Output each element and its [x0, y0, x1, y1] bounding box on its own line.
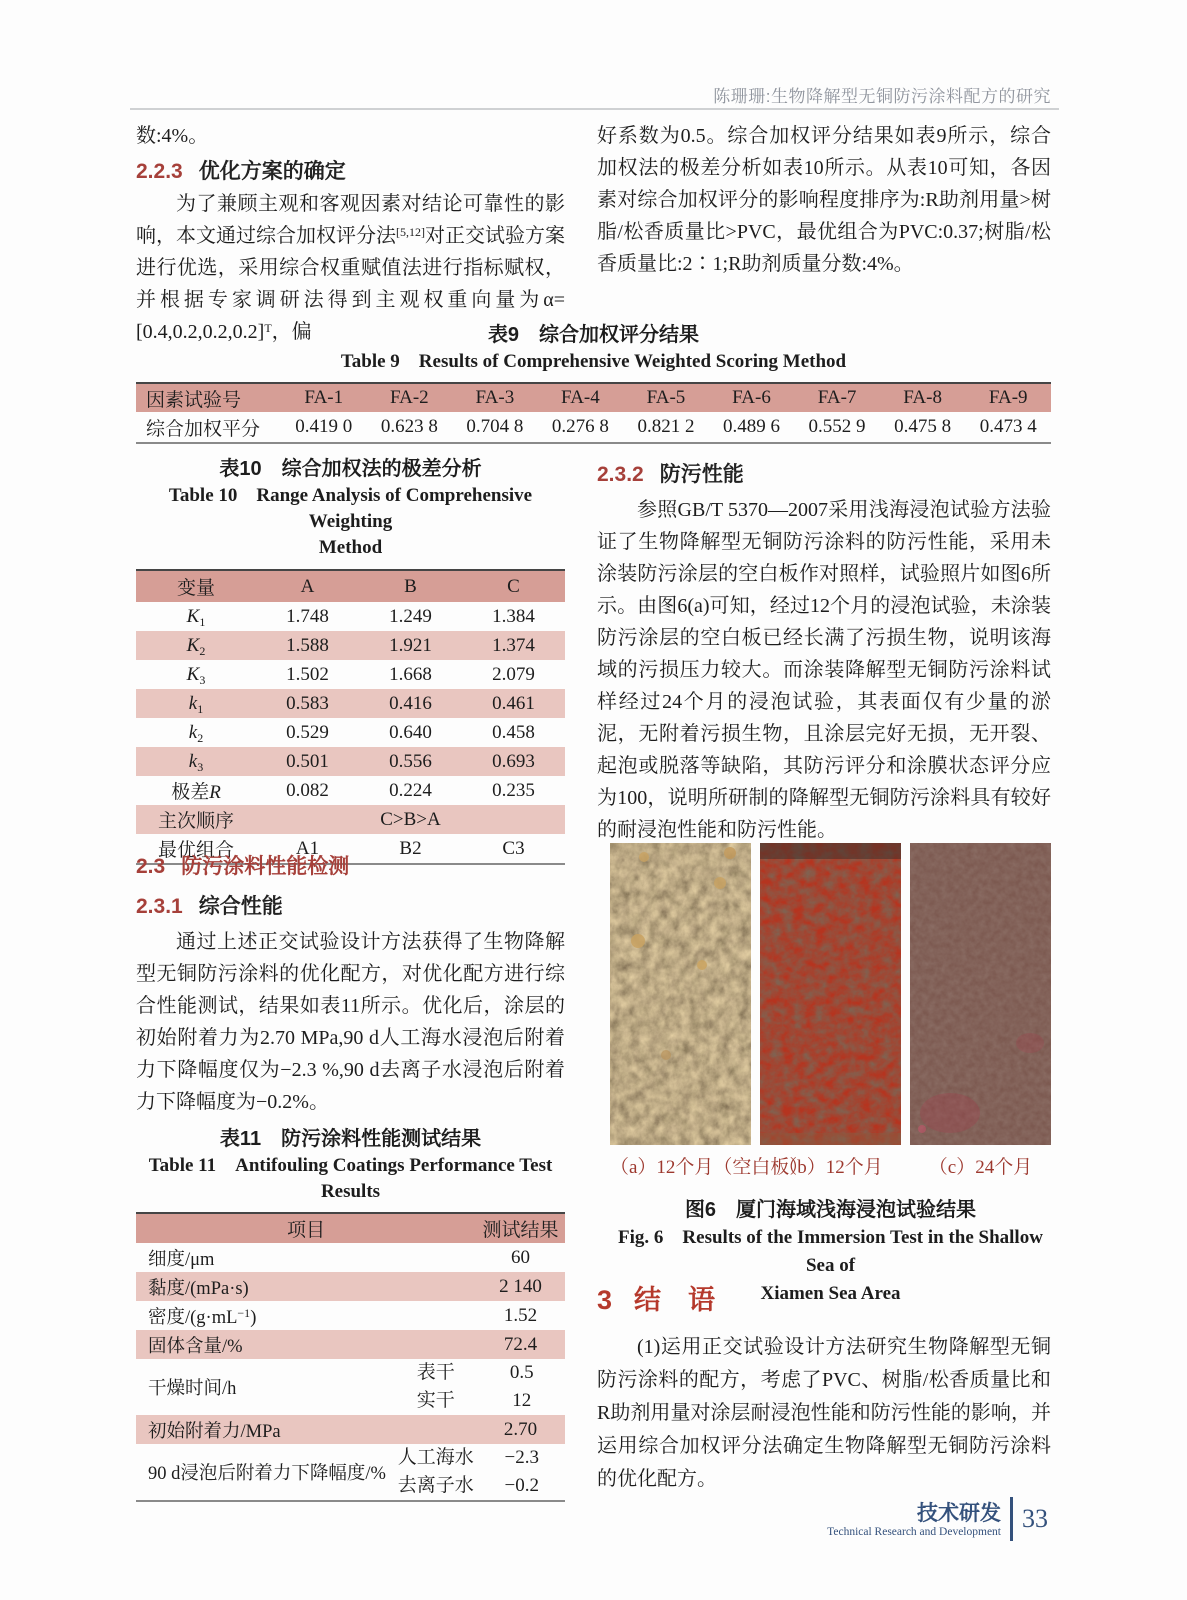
table10-value-cell: 1.921 — [389, 634, 432, 656]
table10-value-cell: 1.502 — [286, 663, 329, 685]
table9-header-cell: FA-3 — [475, 387, 515, 408]
table10-row — [136, 631, 565, 660]
text-segment: 为了兼顾主观和客观因素对结论可靠性的影响，本文通过综合加权评分法 — [136, 193, 565, 247]
table11-row-label — [136, 1374, 393, 1400]
conclusion-heading — [597, 1278, 1051, 1317]
text-segment: ) — [250, 1307, 257, 1328]
table11-title-cn: 表11 防污涂料性能测试结果 — [219, 1128, 482, 1150]
table10-row-label — [136, 631, 256, 660]
table10-value-cell: 0.640 — [389, 721, 432, 743]
figure6-subcaption-b: （b）12个月 — [778, 1157, 883, 1178]
table11-title-en: Table 11 Antifouling Coatings Performance Test Results — [148, 1155, 553, 1202]
heading-title: 综合性能 — [198, 895, 283, 918]
section-conclusion — [597, 1278, 1051, 1496]
table11-row — [136, 1415, 565, 1444]
table9-value-cell: 0.489 6 — [723, 416, 780, 437]
heading-number: 2.2.3 — [136, 160, 183, 183]
footer-label-en: Technical Research and Development — [827, 1525, 1001, 1538]
header-divider — [130, 108, 1059, 110]
table9-value-cell: 0.276 8 — [551, 416, 609, 437]
heading-title: 优化方案的确定 — [198, 160, 346, 183]
table11-value: 2.70 — [503, 1418, 538, 1440]
table11-sub-labels — [393, 1444, 479, 1500]
text-segment: 固体含量/% — [148, 1336, 243, 1357]
section-2-3-2 — [597, 458, 1051, 846]
text-segment: 极差 — [171, 782, 210, 803]
table11-row — [136, 1301, 565, 1330]
heading-2-3-2 — [597, 458, 1051, 488]
table10-value-cell: 0.556 — [389, 750, 432, 772]
table11-value: 72.4 — [503, 1333, 538, 1355]
text-segment: ，偏 — [271, 321, 312, 343]
table11-row-label — [136, 1245, 476, 1271]
table11-sub-value: 12 — [512, 1390, 532, 1411]
table10-value-cell: 0.416 — [389, 692, 432, 714]
table11-body — [136, 1243, 565, 1500]
text-segment: 黏度/(mPa·s) — [148, 1278, 249, 1299]
text-segment: 最优组合 — [157, 840, 234, 861]
table10-title-en: Table 10 Range Analysis of Comprehensive Weighting Method — [168, 485, 533, 558]
table9-header-cell: FA-8 — [903, 387, 942, 408]
table10-value-cell: 1.384 — [492, 605, 535, 627]
table11-value: 60 — [511, 1246, 530, 1268]
table10-row-label — [136, 718, 256, 747]
table9-title-cn: 表9 综合加权评分结果 — [487, 324, 700, 346]
heading-2-2-3 — [136, 155, 565, 185]
table9-title-en: Table 9 Results of Comprehensive Weighted Scoring Method — [340, 351, 847, 372]
table10 — [136, 569, 565, 865]
immersion-photo-blank-panel — [610, 843, 751, 1145]
table10-value-cell: 1.668 — [389, 663, 432, 685]
table11-row — [136, 1359, 565, 1415]
table9-header-cell: FA-5 — [646, 387, 686, 408]
text-segment: 干燥时间/h — [148, 1379, 237, 1399]
table10-value-cell: 1.249 — [389, 605, 432, 627]
figure6-caption-en: Fig. 6 Results of the Immersion Test in the Shallow Sea of Xiamen Sea Area — [618, 1227, 1043, 1304]
heading-number: 2.3.2 — [597, 463, 644, 486]
table11-row-label — [136, 1274, 476, 1300]
paragraph-weighted-score: 好系数为0.5。综合加权评分结果如表9所示，综合加权法的极差分析如表10所示。从表10可知，各因素对综合加权评分的影响程度排序为:R助剂用量>树脂/松香质量比>PVC，最优组合为PVC:0.37;树脂/松香质量比:2∶1;R助剂质量分数:4%。 — [597, 125, 1051, 275]
table10-span-cell: C>B>A — [380, 808, 441, 830]
table9-value-cell: 0.623 8 — [380, 416, 438, 437]
table10-value-cell: 0.458 — [492, 721, 535, 743]
table10-value-cell: 0.583 — [286, 692, 329, 714]
table9-data-row — [136, 412, 1051, 443]
table10-row-label — [136, 660, 256, 689]
text-segment: 3 — [199, 672, 206, 687]
figure6-subcaption-c: （c）24个月 — [928, 1157, 1033, 1178]
table10-row — [136, 776, 565, 805]
table11-row-label — [136, 1332, 476, 1358]
table10-title-cn: 表10 综合加权法的极差分析 — [219, 458, 482, 480]
table9-row-label: 综合加权平分 — [146, 418, 261, 440]
table11-sub-values — [478, 1444, 565, 1500]
table10-header-cell: B — [359, 570, 462, 602]
table10-header-cell: 变量 — [136, 570, 256, 602]
text-segment: 3 — [197, 759, 204, 774]
heading-2-3 — [136, 850, 565, 880]
table11 — [136, 1212, 565, 1502]
table9-value-cell: 0.475 8 — [894, 416, 952, 437]
text-segment: 90 d浸泡后附着力下降幅度/% — [148, 1464, 386, 1484]
table11-value: 2 140 — [499, 1275, 542, 1297]
right-column-top — [597, 120, 1051, 280]
table11-sub-values — [478, 1359, 565, 1415]
table11-sub-label: 表干 — [416, 1362, 455, 1383]
table10-value-cell: B2 — [399, 837, 422, 859]
transpose-superscript: T — [264, 321, 272, 335]
table11-header-item: 项目 — [286, 1220, 325, 1241]
table10-value-cell: 0.082 — [286, 779, 329, 801]
table9-value-cell: 0.821 2 — [637, 416, 695, 437]
table9-value-cell: 0.552 9 — [808, 416, 866, 437]
table10-value-cell: 1.588 — [286, 634, 329, 656]
heading-number: 2.3 — [136, 855, 166, 878]
table10-value-cell: 0.235 — [492, 779, 535, 801]
section-2-3 — [136, 850, 565, 1118]
heading-title: 防污性能 — [659, 463, 744, 486]
running-header: 陈珊珊:生物降解型无铜防污涂料配方的研究 — [713, 87, 1051, 106]
table11-row — [136, 1272, 565, 1301]
table11-block — [136, 1122, 565, 1502]
table10-value-cell: 2.079 — [492, 663, 535, 685]
table10-row — [136, 805, 565, 834]
table10-row — [136, 718, 565, 747]
text-segment: k — [188, 721, 198, 743]
table9-block — [136, 318, 1051, 444]
table9-value-cell: 0.704 8 — [466, 416, 524, 437]
table11-row-label — [136, 1303, 476, 1329]
table9-header-cell: FA-7 — [817, 387, 857, 408]
text-segment: K — [186, 634, 200, 656]
table11-sub-value: −0.2 — [504, 1475, 539, 1496]
text-segment: 密度/(g·mL — [148, 1307, 238, 1328]
figure6 — [610, 843, 1051, 1308]
table11-sub-value: −2.3 — [504, 1447, 539, 1468]
paragraph-2-3-1: 通过上述正交试验设计方法获得了生物降解型无铜防污涂料的优化配方，对优化配方进行综合性能测试，结果如表11所示。优化后，涂层的初始附着力为2.70 MPa,90 d人工海水浸泡后附着力下降幅度仅为−2.3 %,90 d去离子水浸泡后附着力下降幅度为−0.2%。 — [136, 931, 565, 1113]
table9-header-cell: FA-4 — [561, 387, 600, 408]
table9-header-row — [136, 383, 1051, 412]
citation-superscript: [5,12] — [396, 225, 425, 239]
table10-row — [136, 747, 565, 776]
text-segment: 对正交试验方案进行优选，采用综合权重赋值法进行指标赋权，并根据专家调研法得到主观权重向量为α=[0.4,0.2,0.2,0.2] — [136, 225, 565, 343]
figure6-subcaption-a: （a）12个月（空白板） — [610, 1157, 809, 1178]
table11-row-label — [136, 1459, 393, 1485]
text-segment: 1 — [197, 701, 204, 716]
immersion-photo-coated-12-months — [760, 843, 901, 1145]
paragraph-2-3-2: 参照GB/T 5370—2007采用浅海浸泡试验方法验证了生物降解型无铜防污涂料的防污性能，采用未涂装防污涂层的空白板作对照样，试验照片如图6所示。由图6(a)可知，经过12个月的浸泡试验，未涂装防污涂层的空白板已经长满了污损生物，说明该海域的污损压力较大。而涂装降解型无铜防污涂料试样经过24个月的浸泡试验，其表面仅有少量的淤泥，无附着污损生物，且涂层完好无损，无开裂、起泡或脱落等缺陷，其防污评分和涂膜状态评分应为100，说明所研制的降解型无铜防污涂料具有较好的耐浸泡性能和防污性能。 — [597, 499, 1051, 841]
table11-row — [136, 1243, 565, 1272]
table11-row-label — [136, 1417, 476, 1443]
table11-sub-value: 0.5 — [509, 1362, 534, 1383]
table9-header-cell: FA-9 — [988, 387, 1028, 408]
table10-value-cell: 0.529 — [286, 721, 329, 743]
table10-row — [136, 689, 565, 718]
table10-block — [136, 452, 565, 865]
text-segment: R — [209, 782, 221, 803]
figure6-caption-cn: 图6 厦门海域浅海浸泡试验结果 — [684, 1199, 977, 1221]
footer — [827, 1497, 1048, 1541]
text-segment: −1 — [237, 1305, 251, 1320]
footer-label-cn: 技术研发 — [917, 1501, 1001, 1525]
paragraph-carryover: 数:4%。 — [136, 125, 209, 147]
table11-row — [136, 1444, 565, 1500]
text-segment: k — [188, 692, 198, 714]
heading-title: 结 语 — [634, 1285, 716, 1315]
text-segment: 1 — [199, 614, 206, 629]
table11-sub-label: 实干 — [416, 1390, 455, 1411]
text-segment: 2 — [197, 730, 204, 745]
table11-header-result: 测试结果 — [482, 1220, 559, 1241]
text-segment: 2 — [199, 643, 206, 658]
table10-value-cell: A1 — [295, 837, 320, 859]
table10-row-label — [136, 747, 256, 776]
table10-header-cell: C — [462, 570, 565, 602]
figure6-subcaptions — [610, 1152, 1051, 1179]
heading-number: 3 — [597, 1285, 613, 1315]
table9-header-cell: 因素试验号 — [146, 389, 242, 411]
immersion-photo-coated-24-months — [910, 843, 1051, 1145]
figure6-panels — [610, 843, 1051, 1145]
table10-value-cell: 1.374 — [492, 634, 535, 656]
heading-title: 防污涂料性能检测 — [181, 855, 350, 878]
table9-header-cell: FA-1 — [304, 387, 344, 408]
table9-value-cell: 0.419 0 — [295, 416, 353, 437]
table11-row — [136, 1330, 565, 1359]
heading-2-3-1 — [136, 890, 565, 920]
table10-header-row — [136, 570, 565, 602]
table10-value-cell: 0.693 — [492, 750, 535, 772]
text-segment: k — [188, 750, 198, 772]
table11-header-row — [136, 1214, 565, 1243]
table10-value-cell: 1.748 — [286, 605, 329, 627]
table11-value: 1.52 — [503, 1304, 538, 1326]
footer-divider-bar — [1010, 1497, 1013, 1541]
table9-header-cell: FA-2 — [389, 387, 429, 408]
table10-header-cell: A — [256, 570, 359, 602]
conclusion-paragraph: (1)运用正交试验设计方法研究生物降解型无铜防污涂料的配方，考虑了PVC、树脂/松香质量比和R助剂用量对涂层耐浸泡性能和防污性能的影响，并运用综合加权评分法确定生物降解型无铜防污涂料的优化配方。 — [597, 1336, 1051, 1490]
table10-row-label — [136, 602, 256, 631]
table10-value-cell: 0.461 — [492, 692, 535, 714]
text-segment: K — [186, 605, 200, 627]
left-column-top — [136, 120, 565, 348]
footer-labels — [827, 1501, 1001, 1538]
table10-row-label — [136, 689, 256, 718]
table10-value-cell: C3 — [502, 837, 525, 859]
table10-value-cell: 0.224 — [389, 779, 432, 801]
text-segment: 细度/μm — [148, 1249, 215, 1270]
table11-sub-label: 人工海水 — [397, 1447, 474, 1468]
text-segment: 主次顺序 — [157, 811, 234, 832]
table10-row-label — [136, 776, 256, 805]
page-number: 33 — [1022, 1504, 1048, 1533]
table11-sub-labels — [393, 1359, 479, 1415]
heading-number: 2.3.1 — [136, 895, 183, 918]
table9-value-cell: 0.473 4 — [979, 416, 1037, 437]
table9-header-cell: FA-6 — [732, 387, 771, 408]
table11-sub-label: 去离子水 — [397, 1475, 474, 1496]
table10-row — [136, 660, 565, 689]
table10-row — [136, 602, 565, 631]
text-segment: K — [186, 663, 200, 685]
table10-row-label — [136, 805, 256, 834]
table9 — [136, 382, 1051, 444]
text-segment: 初始附着力/MPa — [148, 1421, 281, 1442]
table10-value-cell: 0.501 — [286, 750, 329, 772]
